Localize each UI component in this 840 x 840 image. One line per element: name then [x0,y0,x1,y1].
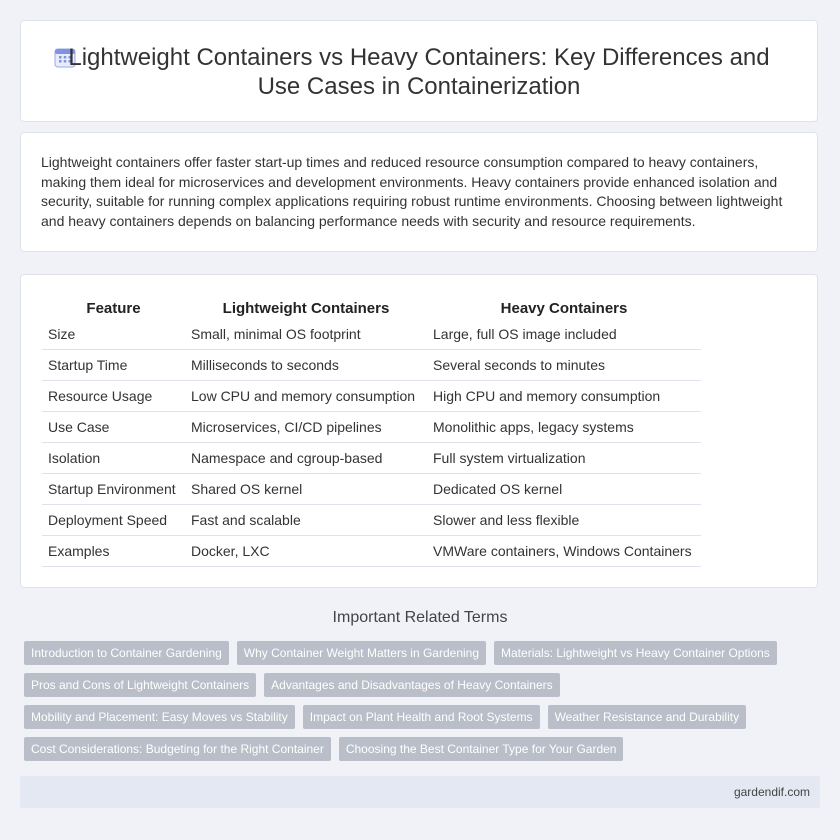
related-term-link[interactable]: Impact on Plant Health and Root Systems [303,705,540,729]
footer-site: gardendif.com [733,785,810,799]
table-cell: High CPU and memory consumption [427,381,701,412]
table-cell: Namespace and cgroup-based [185,443,427,474]
table-cell: Use Case [42,412,185,443]
header-feature: Feature [86,299,141,317]
header-heavy: Heavy Containers [500,299,628,317]
table-row [42,319,701,350]
table-cell: Startup Time [42,350,185,381]
related-term-link[interactable]: Choosing the Best Container Type for Your Garden [339,737,624,761]
table-cell: Several seconds to minutes [427,350,701,381]
table-row [42,350,701,381]
comparison-table [42,295,701,567]
related-term-link[interactable]: Advantages and Disadvantages of Heavy Containers [264,673,560,697]
related-terms-row [24,673,816,697]
header-card [20,20,818,122]
related-term-link[interactable]: Cost Considerations: Budgeting for the Right Container [24,737,331,761]
table-row [42,443,701,474]
table-row [42,536,701,567]
related-term-link[interactable]: Why Container Weight Matters in Gardening [237,641,486,665]
page-title: Lightweight Containers vs Heavy Containers: Key Differences and Use Cases in Containerization [68,44,770,100]
table-cell: VMWare containers, Windows Containers [427,536,701,567]
related-terms-row [24,641,816,665]
related-term-link[interactable]: Introduction to Container Gardening [24,641,229,665]
table-header-row [42,295,701,319]
related-terms-row [24,737,816,761]
table-cell: Small, minimal OS footprint [185,319,427,350]
table-row [42,381,701,412]
table-cell: Size [42,319,185,350]
table-cell: Monolithic apps, legacy systems [427,412,701,443]
table-cell: Deployment Speed [42,505,185,536]
related-terms-row [24,705,816,729]
table-cell: Low CPU and memory consumption [185,381,427,412]
table-cell: Examples [42,536,185,567]
footer [20,776,820,808]
header-lightweight: Lightweight Containers [222,299,390,317]
related-term-link[interactable]: Mobility and Placement: Easy Moves vs Stability [24,705,295,729]
table-cell: Slower and less flexible [427,505,701,536]
table-cell: Dedicated OS kernel [427,474,701,505]
related-term-link[interactable]: Materials: Lightweight vs Heavy Container Options [494,641,777,665]
table-cell: Shared OS kernel [185,474,427,505]
table-cell: Startup Environment [42,474,185,505]
table-cell: Large, full OS image included [427,319,701,350]
table-cell: Microservices, CI/CD pipelines [185,412,427,443]
related-terms-title: Important Related Terms [332,609,508,626]
table-cell: Resource Usage [42,381,185,412]
table-cell: Docker, LXC [185,536,427,567]
related-terms-list [24,641,816,769]
table-row [42,474,701,505]
table-row [42,412,701,443]
table-cell: Isolation [42,443,185,474]
comparison-card [20,274,818,588]
table-cell: Fast and scalable [185,505,427,536]
related-term-link[interactable]: Weather Resistance and Durability [548,705,747,729]
intro-card [20,132,818,252]
intro-text: Lightweight containers offer faster start-up times and reduced resource consumption compared to heavy containers, making them ideal for microservices and development environments. Heavy containers provide enhanced isolation and security, suitable for running complex applications requiring robust runtime environments. Choosing between lightweight and heavy containers depends on balancing performance needs with security and resource requirements. [41,154,783,229]
table-cell: Full system virtualization [427,443,701,474]
related-term-link[interactable]: Pros and Cons of Lightweight Containers [24,673,256,697]
table-row [42,505,701,536]
table-cell: Milliseconds to seconds [185,350,427,381]
